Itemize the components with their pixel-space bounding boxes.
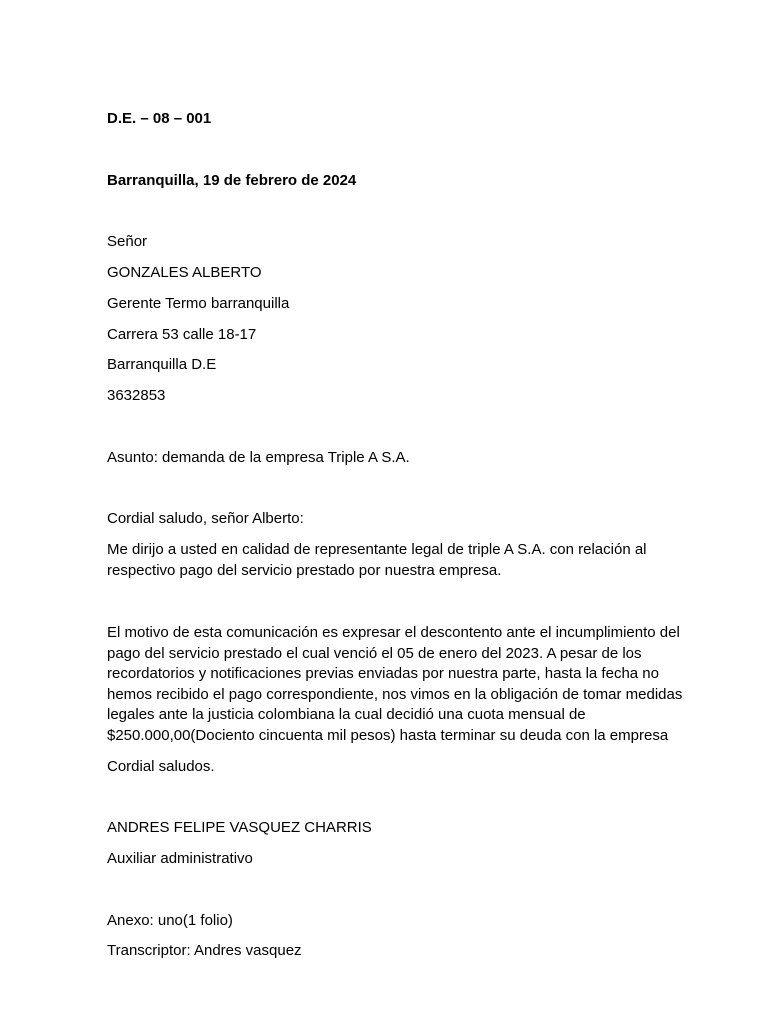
closing: Cordial saludos. bbox=[107, 758, 215, 775]
recipient-city: Barranquilla D.E bbox=[107, 356, 217, 373]
reference-code: D.E. – 08 – 001 bbox=[107, 110, 212, 127]
signer-name: ANDRES FELIPE VASQUEZ CHARRIS bbox=[107, 819, 372, 836]
annex-line: Anexo: uno(1 folio) bbox=[107, 912, 233, 929]
place-date: Barranquilla, 19 de febrero de 2024 bbox=[107, 172, 357, 189]
recipient-phone: 3632853 bbox=[107, 387, 166, 404]
recipient-position: Gerente Termo barranquilla bbox=[107, 295, 290, 312]
subject-line: Asunto: demanda de la empresa Triple A S.A. bbox=[107, 449, 410, 466]
signer-position: Auxiliar administrativo bbox=[107, 850, 253, 867]
recipient-address: Carrera 53 calle 18-17 bbox=[107, 326, 257, 343]
greeting: Cordial saludo, señor Alberto: bbox=[107, 510, 304, 527]
transcriber-line: Transcriptor: Andres vasquez bbox=[107, 942, 302, 959]
body-paragraph-2: El motivo de esta comunicación es expresar el descontento ante el incumplimiento del pago del servicio prestado el cual venció el 05 de enero del 2023. A pesar de los recordatorios y notificaciones previas enviadas por nuestra parte, hasta la fecha no hemos recibido el pago correspondiente, nos vimos en la obligación de tomar medidas legales ante la justicia colombiana la cual decidió una cuota mensual de $250.000,00(Dociento cincuenta mil pesos) hasta terminar su deuda con la empresa bbox=[107, 624, 683, 744]
recipient-title: Señor bbox=[107, 233, 148, 250]
recipient-name: GONZALES ALBERTO bbox=[107, 264, 262, 281]
body-paragraph-1: Me dirijo a usted en calidad de representante legal de triple A S.A. con relación al respectivo pago del servicio prestado por nuestra empresa. bbox=[107, 541, 647, 579]
